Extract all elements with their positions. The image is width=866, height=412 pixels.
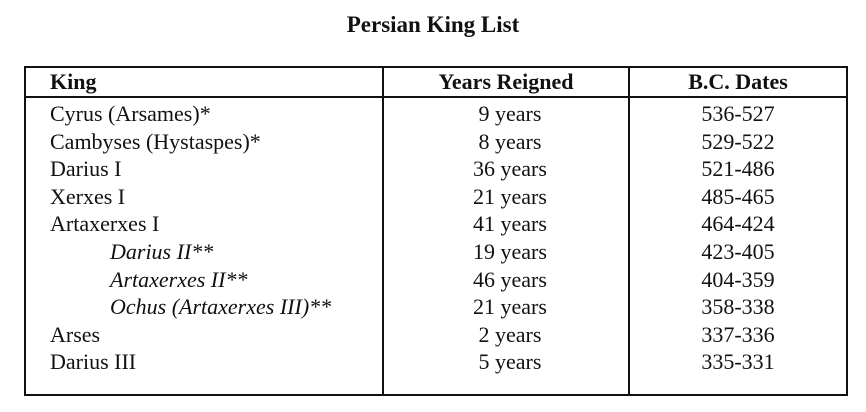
years-reigned-cell: 5 years (383, 348, 629, 395)
bc-dates-cell: 536-527 (701, 101, 775, 126)
king-cell: Darius II** (110, 238, 214, 264)
table-row (25, 155, 847, 183)
bc-dates-cell: 423-405 (701, 238, 775, 264)
king-cell: Darius III (50, 349, 137, 375)
years-reigned-cell: 41 years (383, 210, 629, 238)
years-reigned-cell: 21 years (383, 183, 629, 211)
bc-dates-cell: 335-331 (701, 349, 775, 375)
column-header-king: King (25, 67, 383, 97)
bc-dates-cell: 337-336 (701, 321, 775, 347)
king-cell: Cyrus (Arsames)* (50, 101, 211, 126)
table-header-row (25, 67, 847, 97)
years-reigned-cell: 2 years (383, 321, 629, 349)
bc-dates-cell: 529-522 (701, 128, 775, 154)
table-row (25, 266, 847, 294)
years-reigned-cell: 21 years (383, 293, 629, 321)
years-reigned-cell: 9 years (383, 97, 629, 128)
king-cell: Cambyses (Hystaspes)* (50, 128, 261, 154)
years-reigned-cell: 46 years (383, 266, 629, 294)
table-row (25, 128, 847, 156)
king-cell: Xerxes I (50, 183, 126, 209)
table-row (25, 183, 847, 211)
king-list-table (24, 66, 848, 396)
table-row (25, 97, 847, 128)
years-reigned-cell: 19 years (383, 238, 629, 266)
bc-dates-cell: 358-338 (701, 294, 775, 320)
king-cell: Ochus (Artaxerxes III)** (110, 294, 332, 320)
column-header-bc-dates: B.C. Dates (629, 67, 847, 97)
years-reigned-cell: 8 years (383, 128, 629, 156)
table-row (25, 238, 847, 266)
table-row (25, 293, 847, 321)
bc-dates-cell: 464-424 (701, 211, 775, 237)
king-cell: Arses (50, 321, 101, 347)
table-row (25, 321, 847, 349)
bc-dates-cell: 404-359 (701, 266, 775, 292)
table-row (25, 210, 847, 238)
column-header-years-reigned: Years Reigned (383, 67, 629, 97)
king-cell: Artaxerxes II** (110, 266, 248, 292)
king-cell: Darius I (50, 156, 122, 182)
bc-dates-cell: 521-486 (701, 156, 775, 182)
table-row (25, 348, 847, 395)
page-title: Persian King List (346, 12, 520, 37)
years-reigned-cell: 36 years (383, 155, 629, 183)
bc-dates-cell: 485-465 (701, 183, 775, 209)
king-cell: Artaxerxes I (50, 211, 160, 237)
